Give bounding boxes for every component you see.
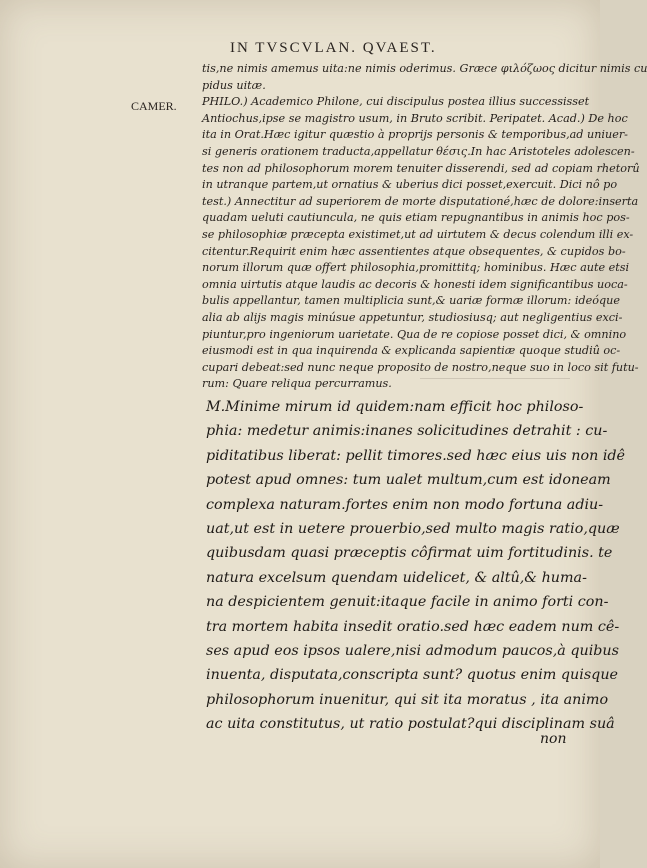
main-text-line: uat,ut est in uetere prouerbio,sed multo magis ratio,quæ [206, 521, 620, 538]
main-text-block [206, 395, 626, 737]
commentary-line: eiusmodi est in qua inquirenda & explicanda sapientiæ quoque studiû oc- [202, 344, 621, 358]
main-text-line: phia: medetur animis:inanes solicitudines detrahit : cu- [206, 423, 608, 440]
commentary-line: si generis orationem traducta,appellatur θέσις.In hac Aristoteles adolescen- [202, 144, 635, 158]
main-text-line: philosophorum inuenitur, qui sit ita moratus , ita animo [206, 691, 609, 708]
main-text-line: piditatibus liberat: pellit timores.sed hæc eius uis non idê [206, 447, 626, 464]
main-text-line: inuenta, disputata,conscripta sunt? quotus enim quisque [206, 667, 618, 684]
faint-divider [420, 378, 570, 379]
commentary-line: se philosophiæ præcepta existimet,ut ad uirtutem & decus colendum illi ex- [202, 227, 634, 241]
marginal-note: CAMER. [131, 99, 177, 113]
commentary-line: cupari debeat:sed nunc neque proposito de nostro,neque suo in loco sit futu- [202, 360, 639, 374]
main-text-line: M.Minime mirum id quidem:nam efficit hoc philoso- [206, 399, 584, 415]
commentary-line: norum illorum quæ offert philosophia,promittitq; hominibus. Hæc aute etsi [202, 261, 630, 275]
main-text-line: ses apud eos ipsos ualere,nisi admodum paucos,à quibus [206, 643, 619, 660]
main-text-line: potest apud omnes: tum ualet multum,cum est idoneam [206, 472, 611, 489]
commentary-line: Antiochus,ipse se magistro usum, in Bruto scribit. Peripatet. Acad.) De hoc [202, 111, 628, 125]
commentary-line: ita in Orat.Hæc igitur quæstio à proprijs personis & temporibus,ad uniuer- [202, 128, 628, 142]
main-text-line: na despicientem genuit:itaque facile in animo forti con- [206, 594, 609, 611]
running-header: IN TVSCVLAN. QVAEST. [230, 40, 437, 56]
commentary-line: citentur.Requirit enim hæc assentientes atque obsequentes, & cupidos bo- [202, 244, 626, 258]
commentary-line: tes non ad philosophorum morem tenuiter disserendi, sed ad copiam rhetorû [202, 161, 640, 175]
commentary-line: pidus uitæ. [202, 78, 266, 92]
main-text-line: complexa naturam.fortes enim non modo fortuna adiu- [206, 496, 604, 513]
catchword: non [540, 731, 567, 747]
commentary-line: bulis appellantur, tamen multiplicia sunt,& uariæ formæ illorum: ideóque [202, 294, 620, 308]
commentary-line: rum: Quare reliqua percurramus. [202, 377, 392, 391]
commentary-line: PHILO.) Academico Philone, cui discipulus postea illius successisset [202, 95, 590, 109]
commentary-line: omnia uirtutis atque laudis ac decoris & honesti idem significantibus uoca- [202, 277, 628, 291]
main-text-line: ac uita constitutus, ut ratio postulat?qui disciplinam suâ [206, 716, 615, 733]
commentary-line: tis,ne nimis amemus uita:ne nimis oderimus. Græce φιλόζωος dicitur nimis cu [202, 62, 647, 75]
commentary-line: piuntur,pro ingeniorum uarietate. Qua de re copiose posset dici, & omnino [202, 327, 627, 341]
commentary-block [202, 61, 647, 393]
commentary-line: alia ab alijs magis minúsue appetuntur, studiosiusq; aut negligentius exci- [202, 310, 623, 324]
commentary-line: quadam ueluti cautiuncula, ne quis etiam repugnantibus in animis hoc pos- [202, 211, 630, 225]
main-text-line: quibusdam quasi præceptis côfirmat uim fortitudinis. te [206, 545, 613, 562]
commentary-line: in utranque partem,ut ornatius & uberius dici posset,exercuit. Dici nô po [202, 178, 618, 192]
commentary-line: test.) Annectitur ad superiorem de morte disputationé,hæc de dolore:inserta [202, 194, 639, 208]
main-text-line: tra mortem habita insedit oratio.sed hæc eadem num cê- [206, 618, 620, 635]
main-text-line: natura excelsum quendam uidelicet, & altû,& huma- [206, 569, 587, 586]
